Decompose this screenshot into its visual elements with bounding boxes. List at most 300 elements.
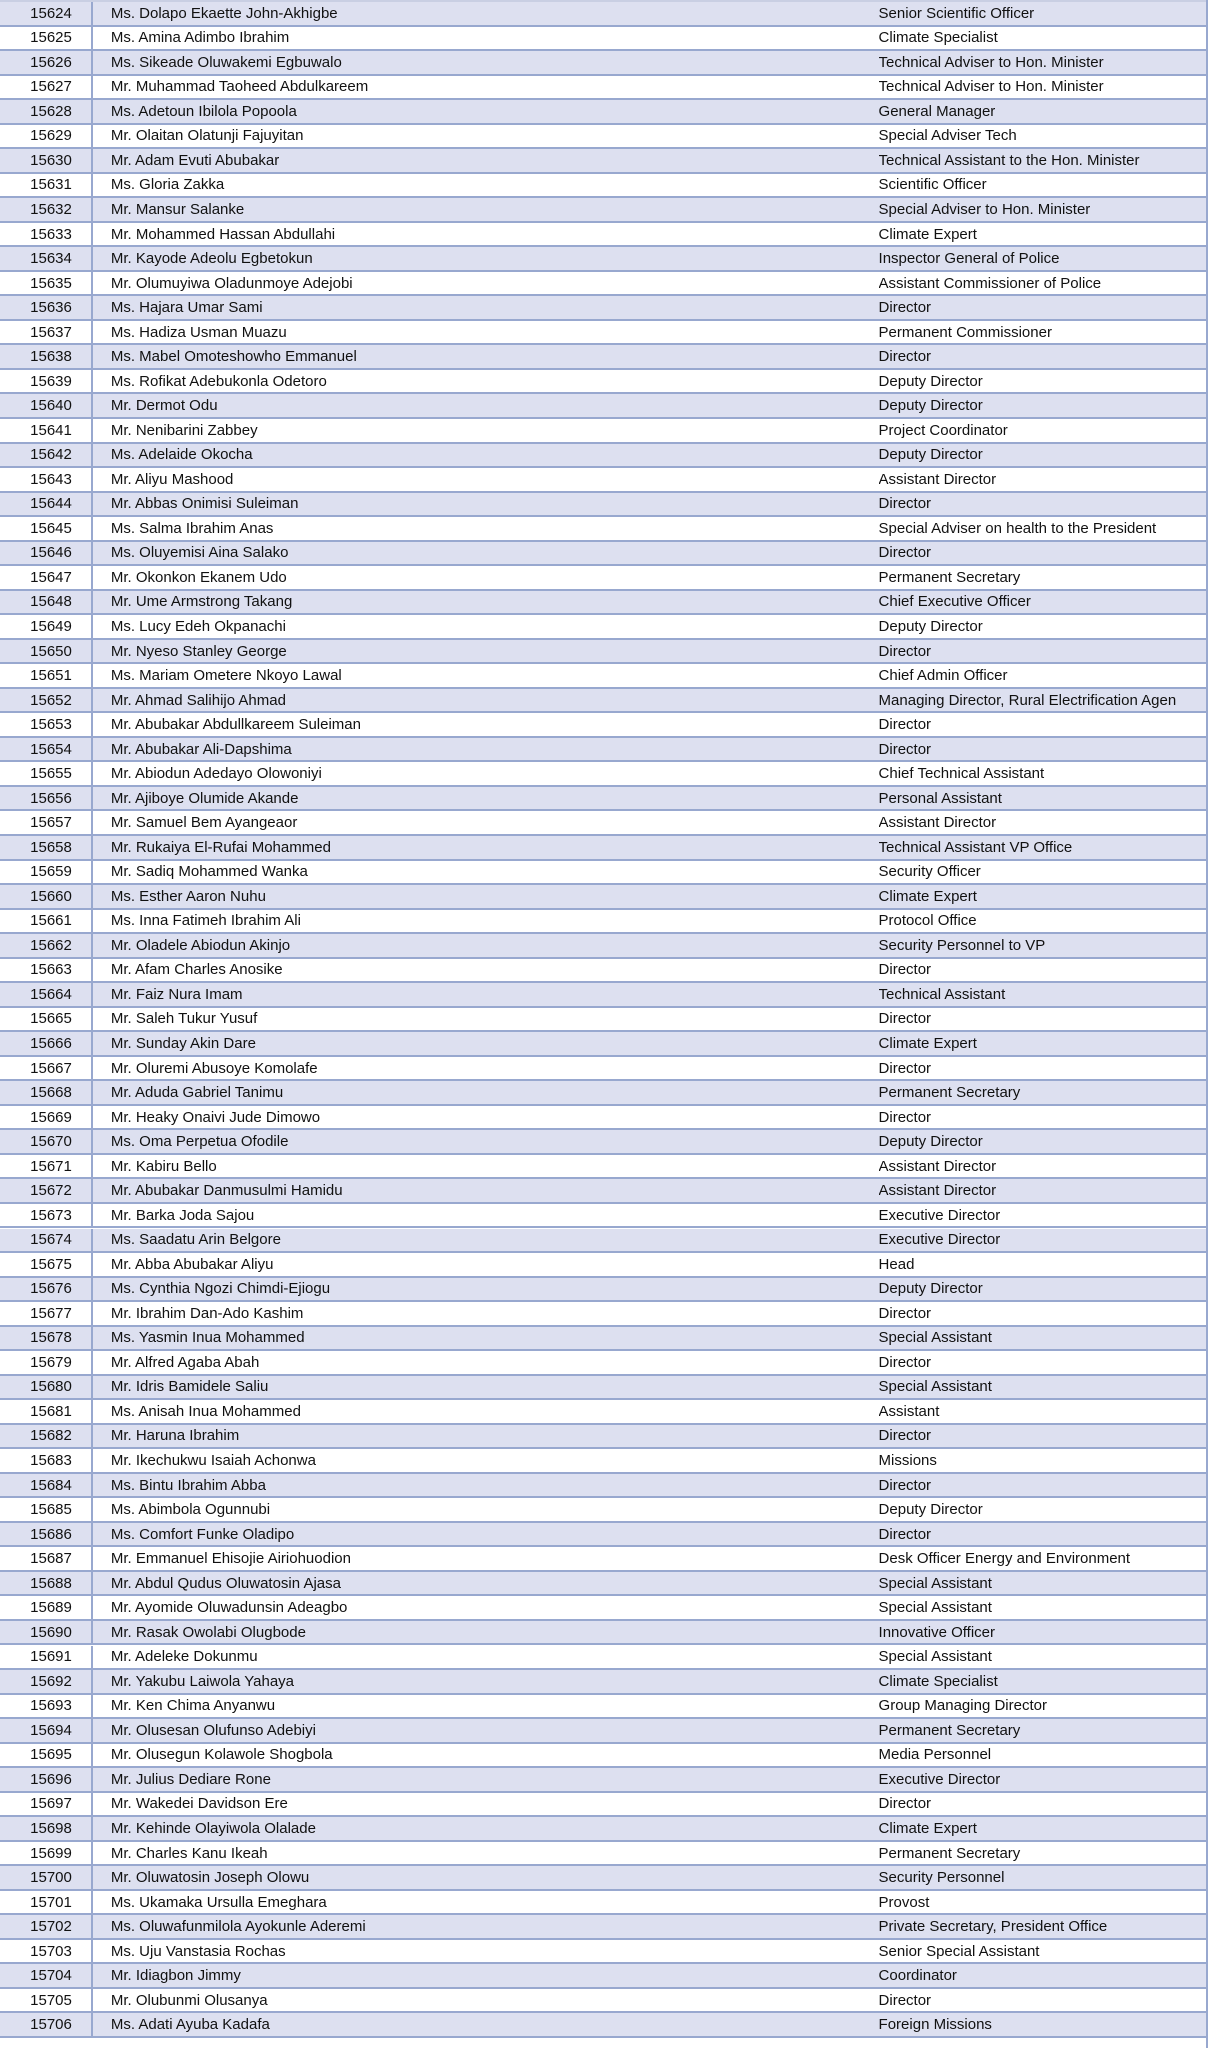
table-row bbox=[0, 910, 1208, 935]
column-divider bbox=[91, 174, 111, 197]
person-name: Ms. Oluyemisi Aina Salako bbox=[110, 544, 289, 562]
row-number: 15659 bbox=[30, 863, 72, 881]
person-title: Director bbox=[878, 1353, 932, 1371]
table-row bbox=[0, 1964, 1208, 1989]
row-number: 15692 bbox=[30, 1672, 72, 1690]
person-title: Director bbox=[878, 1795, 932, 1813]
column-divider bbox=[91, 370, 111, 393]
person-title: Managing Director, Rural Electrification Agen bbox=[878, 691, 1177, 709]
table-row bbox=[0, 615, 1208, 640]
person-title: Private Secretary, President Office bbox=[878, 1918, 1108, 1936]
person-name: Mr. Olumuyiwa Oladunmoye Adejobi bbox=[110, 274, 353, 292]
table-row bbox=[0, 247, 1208, 272]
row-number: 15671 bbox=[30, 1157, 72, 1175]
person-name: Mr. Sadiq Mohammed Wanka bbox=[110, 863, 308, 881]
column-divider bbox=[91, 1229, 111, 1252]
person-name: Ms. Mariam Ometere Nkoyo Lawal bbox=[110, 667, 342, 685]
row-number: 15668 bbox=[30, 1084, 72, 1102]
column-divider bbox=[91, 591, 111, 614]
person-name: Mr. Wakedei Davidson Ere bbox=[110, 1795, 288, 1813]
person-title: Personal Assistant bbox=[878, 789, 1002, 807]
column-divider bbox=[91, 1719, 111, 1742]
person-title: Chief Executive Officer bbox=[878, 593, 1031, 611]
table-row bbox=[0, 1621, 1208, 1646]
person-title: Permanent Secretary bbox=[878, 1721, 1021, 1739]
column-divider bbox=[91, 1327, 111, 1350]
column-divider bbox=[91, 1695, 111, 1718]
person-name: Mr. Muhammad Taoheed Abdulkareem bbox=[110, 78, 369, 96]
row-number: 15651 bbox=[30, 667, 72, 685]
table-row bbox=[0, 836, 1208, 861]
table-row bbox=[0, 493, 1208, 518]
person-title: Assistant Director bbox=[878, 814, 997, 832]
table-row bbox=[0, 566, 1208, 591]
person-name: Mr. Ume Armstrong Takang bbox=[110, 593, 293, 611]
column-divider bbox=[91, 1572, 111, 1595]
column-divider bbox=[91, 1547, 111, 1570]
person-name: Mr. Olubunmi Olusanya bbox=[110, 1991, 268, 2009]
row-number: 15626 bbox=[30, 53, 72, 71]
column-divider bbox=[91, 1596, 111, 1619]
person-name: Ms. Cynthia Ngozi Chimdi-Ejiogu bbox=[110, 1280, 331, 1298]
person-title: Security Personnel bbox=[878, 1869, 1005, 1887]
row-number: 15699 bbox=[30, 1844, 72, 1862]
row-number: 15665 bbox=[30, 1010, 72, 1028]
person-title: Group Managing Director bbox=[878, 1697, 1047, 1715]
row-number: 15698 bbox=[30, 1819, 72, 1837]
row-number: 15697 bbox=[30, 1795, 72, 1813]
column-divider bbox=[91, 689, 111, 712]
person-name: Ms. Anisah Inua Mohammed bbox=[110, 1402, 301, 1420]
row-number: 15647 bbox=[30, 568, 72, 586]
row-number: 15632 bbox=[30, 200, 72, 218]
person-title: Innovative Officer bbox=[878, 1623, 995, 1641]
person-title: Director bbox=[878, 1059, 932, 1077]
column-divider bbox=[91, 1057, 111, 1080]
person-name: Ms. Hajara Umar Sami bbox=[110, 299, 263, 317]
column-divider bbox=[91, 1768, 111, 1791]
row-number: 15637 bbox=[30, 323, 72, 341]
row-number: 15684 bbox=[30, 1476, 72, 1494]
table-row bbox=[0, 1008, 1208, 1033]
table-row bbox=[0, 1425, 1208, 1450]
person-name: Ms. Saadatu Arin Belgore bbox=[110, 1231, 281, 1249]
person-name: Ms. Esther Aaron Nuhu bbox=[110, 887, 266, 905]
person-name: Ms. Rofikat Adebukonla Odetoro bbox=[110, 372, 327, 390]
person-title: Climate Specialist bbox=[878, 29, 998, 47]
table-row bbox=[0, 444, 1208, 469]
person-name: Mr. Samuel Bem Ayangeaor bbox=[110, 814, 298, 832]
person-title: Climate Expert bbox=[878, 887, 977, 905]
table-row bbox=[0, 223, 1208, 248]
person-title: Foreign Missions bbox=[878, 2016, 992, 2034]
person-title: Deputy Director bbox=[878, 1501, 983, 1519]
row-number: 15678 bbox=[30, 1329, 72, 1347]
person-name: Ms. Comfort Funke Oladipo bbox=[110, 1525, 295, 1543]
table-row bbox=[0, 394, 1208, 419]
row-number: 15691 bbox=[30, 1648, 72, 1666]
row-number: 15634 bbox=[30, 250, 72, 268]
table-row bbox=[0, 1670, 1208, 1695]
table-row bbox=[0, 1646, 1208, 1671]
person-title: Climate Expert bbox=[878, 1035, 977, 1052]
person-title: Media Personnel bbox=[878, 1746, 992, 1764]
person-title: Security Personnel to VP bbox=[878, 936, 1046, 954]
person-title: Technical Adviser to Hon. Minister bbox=[878, 78, 1104, 96]
person-name: Mr. Charles Kanu Ikeah bbox=[110, 1844, 268, 1862]
person-title: Security Officer bbox=[878, 863, 981, 881]
person-title: Project Coordinator bbox=[878, 421, 1008, 439]
row-number: 15685 bbox=[30, 1501, 72, 1519]
row-number: 15674 bbox=[30, 1231, 72, 1249]
column-divider bbox=[91, 27, 111, 50]
person-name: Ms. Sikeade Oluwakemi Egbuwalo bbox=[110, 53, 342, 71]
person-title: Chief Technical Assistant bbox=[878, 765, 1045, 783]
table-row bbox=[0, 1940, 1208, 1965]
person-title: Permanent Secretary bbox=[878, 568, 1021, 586]
row-number: 15696 bbox=[30, 1770, 72, 1788]
table-row bbox=[0, 738, 1208, 763]
person-name: Ms. Dolapo Ekaette John-Akhigbe bbox=[110, 4, 338, 22]
person-title: Desk Officer Energy and Environment bbox=[878, 1550, 1131, 1568]
table-row bbox=[0, 296, 1208, 321]
row-number: 15682 bbox=[30, 1427, 72, 1445]
person-name: Mr. Ahmad Salihijo Ahmad bbox=[110, 691, 286, 709]
person-title: Director bbox=[878, 740, 932, 758]
column-divider bbox=[91, 1817, 111, 1840]
row-number: 15650 bbox=[30, 642, 72, 660]
person-title: Executive Director bbox=[878, 1231, 1001, 1249]
column-divider bbox=[91, 983, 111, 1006]
column-divider bbox=[91, 76, 111, 99]
table-row bbox=[0, 1302, 1208, 1327]
table-row bbox=[0, 198, 1208, 223]
table-row bbox=[0, 1768, 1208, 1793]
table-row bbox=[0, 1327, 1208, 1352]
column-divider bbox=[91, 296, 111, 319]
person-title: Director bbox=[878, 299, 932, 317]
column-divider bbox=[91, 836, 111, 859]
row-number: 15664 bbox=[30, 985, 72, 1003]
person-title: Assistant Director bbox=[878, 470, 997, 488]
person-title: General Manager bbox=[878, 102, 996, 120]
column-divider bbox=[91, 566, 111, 589]
column-divider bbox=[91, 1032, 111, 1055]
column-divider bbox=[91, 1498, 111, 1521]
row-number: 15694 bbox=[30, 1721, 72, 1739]
person-title: Chief Admin Officer bbox=[878, 667, 1008, 685]
table-row bbox=[0, 1547, 1208, 1572]
person-name: Ms. Mabel Omoteshowho Emmanuel bbox=[110, 348, 357, 366]
person-title: Special Assistant bbox=[878, 1648, 992, 1666]
table-row bbox=[0, 1817, 1208, 1842]
row-number: 15649 bbox=[30, 618, 72, 635]
table-row bbox=[0, 1719, 1208, 1744]
person-name: Mr. Saleh Tukur Yusuf bbox=[110, 1010, 258, 1028]
person-title: Director bbox=[878, 1427, 932, 1445]
table-row bbox=[0, 959, 1208, 984]
column-divider bbox=[91, 1278, 111, 1301]
column-divider bbox=[91, 149, 111, 172]
person-name: Mr. Mohammed Hassan Abdullahi bbox=[110, 225, 336, 243]
column-divider bbox=[91, 2, 111, 25]
person-title: Provost bbox=[878, 1893, 930, 1911]
table-row bbox=[0, 76, 1208, 101]
table-row bbox=[0, 468, 1208, 493]
row-number: 15657 bbox=[30, 814, 72, 832]
column-divider bbox=[91, 394, 111, 417]
person-name: Ms. Adetoun Ibilola Popoola bbox=[110, 102, 297, 120]
person-name: Mr. Julius Dediare Rone bbox=[110, 1770, 271, 1788]
row-number: 15686 bbox=[30, 1525, 72, 1543]
person-title: Special Assistant bbox=[878, 1378, 992, 1396]
person-title: Permanent Secretary bbox=[878, 1084, 1021, 1102]
person-title: Coordinator bbox=[878, 1967, 957, 1985]
row-number: 15654 bbox=[30, 740, 72, 758]
column-divider bbox=[91, 125, 111, 148]
row-number: 15690 bbox=[30, 1623, 72, 1641]
table-row bbox=[0, 272, 1208, 297]
row-number: 15660 bbox=[30, 887, 72, 905]
person-title: Technical Assistant to the Hon. Minister bbox=[878, 151, 1140, 169]
table-row bbox=[0, 125, 1208, 150]
person-name: Mr. Rasak Owolabi Olugbode bbox=[110, 1623, 306, 1641]
column-divider bbox=[91, 1646, 111, 1669]
column-divider bbox=[91, 1204, 111, 1227]
person-title: Director bbox=[878, 716, 932, 734]
person-name: Mr. Oluwatosin Joseph Olowu bbox=[110, 1869, 310, 1887]
row-number: 15666 bbox=[30, 1035, 72, 1052]
person-title: Missions bbox=[878, 1452, 937, 1470]
person-name: Mr. Abba Abubakar Aliyu bbox=[110, 1255, 274, 1273]
person-title: Deputy Director bbox=[878, 372, 983, 390]
table-row bbox=[0, 640, 1208, 665]
person-title: Technical Assistant bbox=[878, 985, 1006, 1003]
column-divider bbox=[91, 1474, 111, 1497]
person-title: Deputy Director bbox=[878, 1133, 983, 1151]
row-number: 15639 bbox=[30, 372, 72, 390]
table-row bbox=[0, 517, 1208, 542]
person-title: Director bbox=[878, 495, 932, 513]
row-number: 15681 bbox=[30, 1402, 72, 1420]
person-title: Special Assistant bbox=[878, 1599, 992, 1617]
person-title: Director bbox=[878, 1304, 932, 1322]
column-divider bbox=[91, 1081, 111, 1104]
person-name: Mr. Idiagbon Jimmy bbox=[110, 1967, 241, 1985]
column-divider bbox=[91, 1106, 111, 1129]
row-number: 15652 bbox=[30, 691, 72, 709]
row-number: 15667 bbox=[30, 1059, 72, 1077]
column-divider bbox=[91, 664, 111, 687]
column-divider bbox=[91, 885, 111, 908]
person-title: Deputy Director bbox=[878, 618, 983, 635]
table-row bbox=[0, 2013, 1208, 2038]
table-row bbox=[0, 1596, 1208, 1621]
table-row bbox=[0, 713, 1208, 738]
row-number: 15630 bbox=[30, 151, 72, 169]
person-name: Ms. Oluwafunmilola Ayokunle Aderemi bbox=[110, 1918, 366, 1936]
column-divider bbox=[91, 1989, 111, 2012]
person-title: Director bbox=[878, 1991, 932, 2009]
row-number: 15689 bbox=[30, 1599, 72, 1617]
column-divider bbox=[91, 1964, 111, 1987]
column-divider bbox=[91, 2013, 111, 2036]
person-name: Mr. Abubakar Danmusulmi Hamidu bbox=[110, 1182, 343, 1200]
column-divider bbox=[91, 272, 111, 295]
person-name: Ms. Abimbola Ogunnubi bbox=[110, 1501, 271, 1519]
person-name: Mr. Yakubu Laiwola Yahaya bbox=[110, 1672, 295, 1690]
person-title: Special Adviser on health to the President bbox=[878, 519, 1157, 537]
row-number: 15642 bbox=[30, 446, 72, 464]
person-name: Mr. Rukaiya El-Rufai Mohammed bbox=[110, 838, 331, 856]
person-name: Ms. Salma Ibrahim Anas bbox=[110, 519, 274, 537]
column-divider bbox=[91, 223, 111, 246]
table-row bbox=[0, 345, 1208, 370]
table-row bbox=[0, 1351, 1208, 1376]
person-title: Director bbox=[878, 348, 932, 366]
row-number: 15662 bbox=[30, 936, 72, 954]
row-number: 15625 bbox=[30, 29, 72, 47]
column-divider bbox=[91, 100, 111, 123]
column-divider bbox=[91, 1866, 111, 1889]
table-row bbox=[0, 51, 1208, 76]
row-number: 15635 bbox=[30, 274, 72, 292]
person-title: Assistant Commissioner of Police bbox=[878, 274, 1102, 292]
column-divider bbox=[91, 640, 111, 663]
person-name: Mr. Adam Evuti Abubakar bbox=[110, 151, 280, 169]
row-number: 15704 bbox=[30, 1967, 72, 1985]
column-divider bbox=[91, 1179, 111, 1202]
person-name: Ms. Adelaide Okocha bbox=[110, 446, 253, 464]
column-divider bbox=[91, 738, 111, 761]
column-divider bbox=[91, 1793, 111, 1816]
row-number: 15640 bbox=[30, 397, 72, 415]
table-row bbox=[0, 1695, 1208, 1720]
table-row bbox=[0, 27, 1208, 52]
person-name: Mr. Afam Charles Anosike bbox=[110, 961, 283, 979]
column-divider bbox=[91, 861, 111, 884]
person-title: Special Adviser Tech bbox=[878, 127, 1017, 145]
row-number: 15695 bbox=[30, 1746, 72, 1764]
person-title: Director bbox=[878, 1108, 932, 1126]
table-row bbox=[0, 664, 1208, 689]
person-name: Mr. Olaitan Olatunji Fajuyitan bbox=[110, 127, 304, 145]
person-title: Inspector General of Police bbox=[878, 250, 1060, 268]
person-name: Mr. Kehinde Olayiwola Olalade bbox=[110, 1819, 316, 1837]
column-divider bbox=[91, 713, 111, 736]
table-row bbox=[0, 1523, 1208, 1548]
person-name: Mr. Olusesan Olufunso Adebiyi bbox=[110, 1721, 316, 1739]
person-title: Assistant bbox=[878, 1402, 940, 1420]
person-name: Ms. Oma Perpetua Ofodile bbox=[110, 1133, 289, 1151]
person-title: Protocol Office bbox=[878, 912, 977, 930]
person-title: Director bbox=[878, 961, 932, 979]
person-name: Mr. Haruna Ibrahim bbox=[110, 1427, 240, 1445]
row-number: 15675 bbox=[30, 1255, 72, 1273]
table-row bbox=[0, 1081, 1208, 1106]
row-number: 15701 bbox=[30, 1893, 72, 1911]
row-number: 15648 bbox=[30, 593, 72, 611]
column-divider bbox=[91, 934, 111, 957]
person-title: Director bbox=[878, 544, 932, 562]
person-name: Mr. Aliyu Mashood bbox=[110, 470, 234, 488]
column-divider bbox=[91, 1744, 111, 1767]
person-title: Climate Expert bbox=[878, 225, 977, 243]
row-number: 15700 bbox=[30, 1869, 72, 1887]
person-name: Mr. Dermot Odu bbox=[110, 397, 218, 415]
table-row bbox=[0, 1744, 1208, 1769]
column-divider bbox=[91, 468, 111, 491]
person-name: Mr. Olusegun Kolawole Shogbola bbox=[110, 1746, 333, 1764]
person-name: Ms. Amina Adimbo Ibrahim bbox=[110, 29, 290, 47]
person-name: Mr. Idris Bamidele Saliu bbox=[110, 1378, 269, 1396]
person-title: Special Assistant bbox=[878, 1329, 992, 1347]
row-number: 15627 bbox=[30, 78, 72, 96]
table-row bbox=[0, 370, 1208, 395]
row-number: 15633 bbox=[30, 225, 72, 243]
person-name: Mr. Heaky Onaivi Jude Dimowo bbox=[110, 1108, 321, 1126]
column-divider bbox=[91, 1621, 111, 1644]
column-divider bbox=[91, 444, 111, 467]
table-row bbox=[0, 1229, 1208, 1254]
column-divider bbox=[91, 1891, 111, 1914]
row-number: 15655 bbox=[30, 765, 72, 783]
table-row bbox=[0, 2, 1208, 27]
table-row bbox=[0, 1400, 1208, 1425]
person-title: Climate Expert bbox=[878, 1819, 977, 1837]
row-number: 15706 bbox=[30, 2016, 72, 2034]
row-number: 15624 bbox=[30, 4, 72, 22]
column-divider bbox=[91, 615, 111, 638]
person-title: Scientific Officer bbox=[878, 176, 987, 194]
row-number: 15645 bbox=[30, 519, 72, 537]
row-number: 15669 bbox=[30, 1108, 72, 1126]
person-title: Senior Scientific Officer bbox=[878, 4, 1035, 22]
person-name: Ms. Yasmin Inua Mohammed bbox=[110, 1329, 305, 1347]
column-divider bbox=[91, 1425, 111, 1448]
column-divider bbox=[91, 1842, 111, 1865]
row-number: 15663 bbox=[30, 961, 72, 979]
person-name: Mr. Abubakar Ali-Dapshima bbox=[110, 740, 292, 758]
person-name: Mr. Oluremi Abusoye Komolafe bbox=[110, 1059, 318, 1077]
person-title: Technical Adviser to Hon. Minister bbox=[878, 53, 1104, 71]
row-number: 15631 bbox=[30, 176, 72, 194]
person-name: Ms. Inna Fatimeh Ibrahim Ali bbox=[110, 912, 301, 930]
column-divider bbox=[91, 321, 111, 344]
table-row bbox=[0, 100, 1208, 125]
person-title: Special Assistant bbox=[878, 1574, 992, 1592]
person-name: Mr. Kayode Adeolu Egbetokun bbox=[110, 250, 313, 268]
row-number: 15687 bbox=[30, 1550, 72, 1568]
person-name: Mr. Faiz Nura Imam bbox=[110, 985, 243, 1003]
column-divider bbox=[91, 1253, 111, 1276]
person-name: Mr. Nenibarini Zabbey bbox=[110, 421, 258, 439]
person-name: Mr. Mansur Salanke bbox=[110, 200, 245, 218]
person-title: Deputy Director bbox=[878, 446, 983, 464]
person-name: Mr. Ayomide Oluwadunsin Adeagbo bbox=[110, 1599, 348, 1617]
column-divider bbox=[91, 419, 111, 442]
person-name: Mr. Barka Joda Sajou bbox=[110, 1206, 255, 1224]
row-number: 15672 bbox=[30, 1182, 72, 1200]
person-title: Assistant Director bbox=[878, 1157, 997, 1175]
table-row bbox=[0, 983, 1208, 1008]
row-number: 15703 bbox=[30, 1942, 72, 1960]
row-number: 15677 bbox=[30, 1304, 72, 1322]
column-divider bbox=[91, 1130, 111, 1153]
row-number: 15658 bbox=[30, 838, 72, 856]
column-divider bbox=[91, 1351, 111, 1374]
row-number: 15676 bbox=[30, 1280, 72, 1298]
